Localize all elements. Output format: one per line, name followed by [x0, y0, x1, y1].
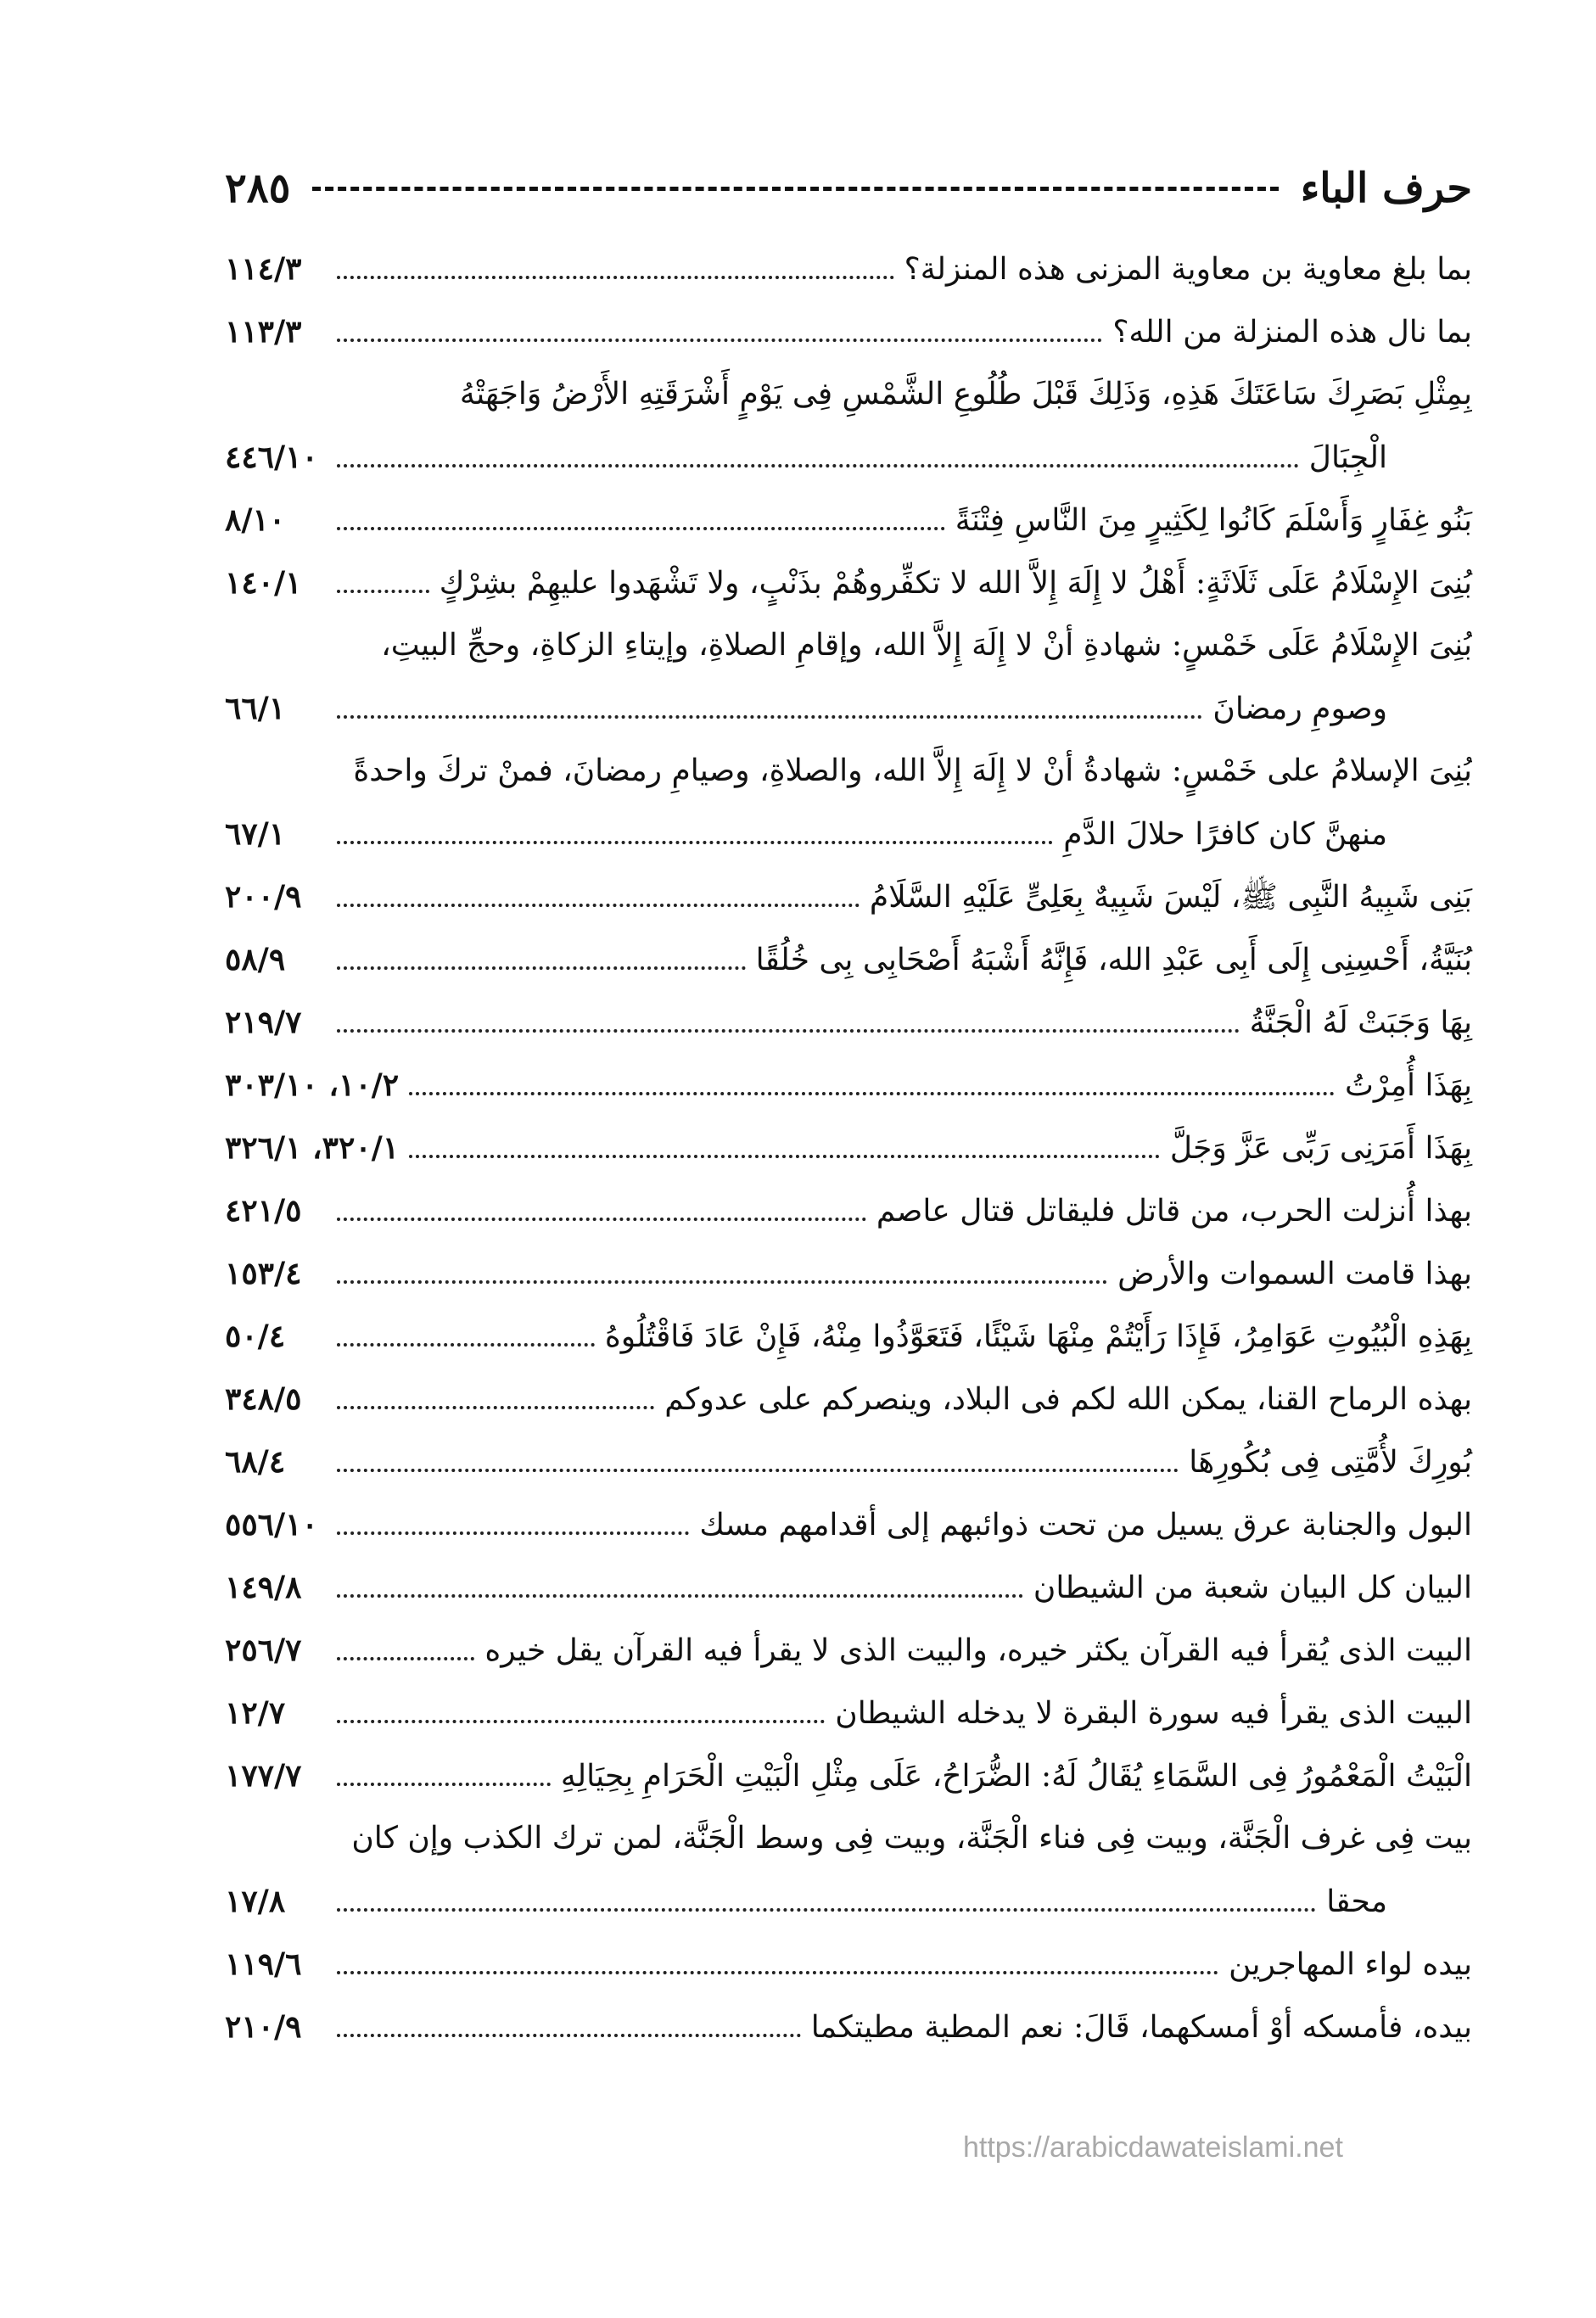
entry-text: بيده لواء المهاجرين	[1229, 1947, 1472, 1982]
volume-page-reference: ١٧/٨	[225, 1884, 286, 1919]
index-entry	[225, 991, 1472, 1054]
volume-page-reference: ١٢/٧	[225, 1695, 286, 1731]
index-entry	[225, 363, 1472, 489]
volume-page-reference: ٤٢١/٥	[225, 1193, 302, 1229]
entry-text: بهذه الرماح القنا، يمكن الله لكم فى البلاد، وينصركم على عدوكم	[664, 1382, 1472, 1417]
entry-line	[225, 1619, 1472, 1682]
leader-dots	[337, 1343, 595, 1347]
index-entry	[225, 1996, 1472, 2058]
entry-text: الْبَيْتُ الْمَعْمُورُ فِى السَّمَاءِ يُقَالُ لَهُ: الضُّرَاحُ، عَلَى مِثْلِ الْبَيْتِ الْحَرَامِ بِحِيَالِهِ	[560, 1759, 1472, 1794]
volume-page-reference: ٣٤٨/٥	[225, 1381, 302, 1417]
leader-dots	[337, 2034, 801, 2037]
entry-line	[225, 1556, 1472, 1619]
entry-text: البول والجنابة عرق يسيل من تحت ذوائبهم إلى أقدامهم مسك	[699, 1508, 1472, 1543]
entry-line	[225, 489, 1472, 552]
entry-line	[225, 300, 1472, 363]
leader-dots	[337, 966, 746, 970]
entry-text: البيت الذى يقرأ فيه سورة البقرة لا يدخله الشيطان	[835, 1696, 1472, 1731]
leader-dots	[337, 1594, 1023, 1598]
entry-line	[225, 1493, 1472, 1556]
entry-line	[225, 803, 1472, 865]
index-entry	[225, 1933, 1472, 1996]
index-entry	[225, 1493, 1472, 1556]
entry-text-line: بِمِثْلِ بَصَرِكَ سَاعَتَكَ هَذِهِ، وَذَلِكَ قَبْلَ طُلُوعِ الشَّمْسِ فِى يَوْمٍ أَشْرَقَتِهِ الأَرْضُ وَاجَهَتْهُ	[459, 377, 1472, 412]
entry-line	[225, 865, 1472, 928]
entry-text-line: بُنِىَ الإسلامُ على خَمْسٍ: شهادةُ أنْ لا إِلَهَ إِلاَّ الله، والصلاةِ، وصيامِ رمضانَ، فمنْ تركَ واحدةً	[353, 753, 1472, 788]
entry-line	[225, 238, 1472, 300]
index-entry	[225, 1556, 1472, 1619]
volume-page-reference: ١١٩/٦	[225, 1946, 302, 1982]
index-entry	[225, 1368, 1472, 1431]
entry-text: البيت الذى يُقرأ فيه القرآن يكثر خيره، والبيت الذى لا يقرأ فيه القرآن يقل خيره	[484, 1633, 1472, 1668]
entry-text: بُنَيَّةُ، أَحْسِنِى إِلَى أَبِى عَبْدِ الله، فَإِنَّهُ أَشْبَهُ أَصْحَابِى بِى خُلُقًا	[755, 943, 1472, 977]
entry-line	[225, 1242, 1472, 1305]
header-dashed-rule	[312, 187, 1278, 191]
volume-page-reference: ٢١٩/٧	[225, 1005, 302, 1040]
entry-text: بهذا أُنزلت الحرب، من قاتل فليقاتل قتال عاصم	[876, 1194, 1472, 1229]
index-entry	[225, 928, 1472, 991]
volume-page-reference: ١١٤/٣	[225, 251, 302, 287]
index-entry	[225, 1431, 1472, 1493]
volume-page-reference: ١٧٧/٧	[225, 1758, 302, 1794]
index-entry	[225, 1682, 1472, 1744]
leader-dots	[337, 276, 894, 279]
entry-line	[225, 1179, 1472, 1242]
leader-dots	[337, 1531, 689, 1535]
entry-text: بِهَذَا أَمَرَنِى رَبِّى عَزَّ وَجَلَّ	[1169, 1131, 1472, 1166]
leader-dots	[337, 1218, 866, 1221]
index-entry	[225, 238, 1472, 300]
entry-text: محقا	[1326, 1884, 1387, 1919]
entry-text: بما بلغ معاوية بن معاوية المزنى هذه المنزلة؟	[904, 252, 1472, 287]
volume-page-reference: ٥٥٦/١٠	[225, 1507, 318, 1543]
volume-page-reference: ١١٣/٣	[225, 314, 302, 350]
volume-page-reference: ٣٢٠/١، ٣٢٦/١	[225, 1130, 400, 1166]
leader-dots	[337, 1720, 825, 1723]
leader-dots	[337, 1657, 474, 1660]
leader-dots	[337, 464, 1299, 468]
volume-page-reference: ١٠/٢، ٣٠٣/١٠	[225, 1067, 400, 1103]
index-entry	[225, 1807, 1472, 1933]
leader-dots	[337, 1029, 1240, 1033]
index-entry	[225, 614, 1472, 740]
entry-line	[225, 1996, 1472, 2058]
entry-text: بِهَذِهِ الْبُيُوتِ عَوَامِرُ، فَإِذَا رَأَيْتُمْ مِنْهَا شَيْئًا، فَتَعَوَّذُوا مِنْهُ، فَإِنْ عَادَ فَاقْتُلُوهُ	[604, 1319, 1472, 1354]
leader-dots	[337, 1783, 551, 1786]
entry-line	[225, 552, 1472, 614]
entry-line	[225, 1744, 1472, 1807]
index-entry	[225, 1305, 1472, 1368]
leader-dots	[337, 590, 429, 593]
entry-text: بُورِكَ لأُمَّتِى فِى بُكُورِهَا	[1189, 1445, 1472, 1480]
entry-text: بِهَا وَجَبَتْ لَهُ الْجَنَّةُ	[1249, 1005, 1472, 1040]
index-entry	[225, 865, 1472, 928]
volume-page-reference: ٢٥٦/٧	[225, 1632, 302, 1668]
entry-text: وصومِ رمضانَ	[1212, 691, 1387, 726]
volume-page-reference: ٢١٠/٩	[225, 2009, 302, 2045]
volume-page-reference: ٥٠/٤	[225, 1319, 286, 1354]
volume-page-reference: ٨/١٠	[225, 502, 286, 538]
entry-line	[225, 1870, 1472, 1933]
leader-dots	[409, 1092, 1335, 1095]
entry-line	[225, 1117, 1472, 1179]
entry-line	[225, 1933, 1472, 1996]
entry-text: بُنِىَ الإِسْلَامُ عَلَى ثَلَاثَةٍ: أَهْلُ لا إِلَهَ إِلاَّ الله لا تكفِّروهُمْ بذَنْبٍ، ولا تَشْهَدوا عليهِمْ بشِرْكٍ	[439, 566, 1472, 601]
leader-dots	[337, 339, 1102, 342]
volume-page-reference: ٤٤٦/١٠	[225, 440, 318, 475]
entry-text: بهذا قامت السموات والأرض	[1117, 1257, 1472, 1291]
section-title: حرف الباء	[1300, 165, 1472, 212]
volume-page-reference: ٥٨/٩	[225, 942, 286, 977]
leader-dots	[337, 1971, 1218, 1974]
entry-line	[225, 1368, 1472, 1431]
index-entry	[225, 740, 1472, 865]
entry-text: بَنُو غِفَارٍ وَأَسْلَمَ كَانُوا لِكَثِيرٍ مِنَ النَّاسِ فِتْنَةً	[955, 503, 1472, 538]
index-entry	[225, 1054, 1472, 1117]
volume-page-reference: ٦٨/٤	[225, 1444, 286, 1480]
index-entries	[225, 238, 1472, 2058]
entry-line	[225, 677, 1472, 740]
entry-text-line: بُنِىَ الإِسْلَامُ عَلَى خَمْسٍ: شهادةِ أنْ لا إِلَهَ إِلاَّ الله، وإقامِ الصلاةِ، وإيتاءِ الزكاةِ، وحجِّ البيتِ،	[381, 628, 1472, 663]
volume-page-reference: ٦٦/١	[225, 691, 286, 726]
entry-text: بَنِى شَبِيهُ النَّبِى ﷺ، لَيْسَ شَبِيهٌ بِعَلِىٍّ عَلَيْهِ السَّلَامُ	[869, 880, 1472, 915]
index-entry	[225, 1242, 1472, 1305]
leader-dots	[337, 1908, 1316, 1912]
volume-page-reference: ١٤٠/١	[225, 565, 302, 601]
volume-page-reference: ١٤٩/٨	[225, 1570, 302, 1605]
entry-text: منهنَّ كان كافرًا حلالَ الدَّمِ	[1063, 817, 1387, 852]
entry-line	[225, 1305, 1472, 1368]
entry-text: الْجِبَالَ	[1308, 440, 1387, 475]
page-header	[225, 154, 1472, 222]
entry-line	[225, 1431, 1472, 1493]
volume-page-reference: ٢٠٠/٩	[225, 879, 302, 915]
volume-page-reference: ١٥٣/٤	[225, 1256, 302, 1291]
index-entry	[225, 1117, 1472, 1179]
leader-dots	[337, 715, 1202, 719]
entry-text: بما نال هذه المنزلة من الله؟	[1112, 315, 1472, 350]
leader-dots	[337, 527, 945, 530]
entry-line	[225, 1054, 1472, 1117]
entry-line	[225, 1682, 1472, 1744]
entry-text: بِهَذَا أُمِرْتُ	[1345, 1068, 1472, 1103]
index-entry	[225, 300, 1472, 363]
entry-line	[225, 928, 1472, 991]
index-entry	[225, 1744, 1472, 1807]
watermark-url: https://arabicdawateislami.net	[963, 2131, 1343, 2164]
leader-dots	[337, 1280, 1107, 1284]
leader-dots	[409, 1155, 1160, 1158]
entry-line	[225, 426, 1472, 489]
index-entry	[225, 489, 1472, 552]
leader-dots	[337, 1406, 654, 1409]
entry-text: بيده، فأمسكه أوْ أمسكهما، قَالَ: نعم المطية مطيتكما	[810, 2010, 1472, 2045]
leader-dots	[337, 904, 860, 907]
index-entry	[225, 1619, 1472, 1682]
entry-text: البيان كل البيان شعبة من الشيطان	[1033, 1571, 1472, 1605]
index-entry	[225, 1179, 1472, 1242]
index-entry	[225, 552, 1472, 614]
entry-text-line: بيت فِى غرف الْجَنَّة، وبيت فِى فناء الْجَنَّة، وبيت فِى وسط الْجَنَّة، لمن ترك الكذب وإن كان	[351, 1821, 1472, 1856]
leader-dots	[337, 1469, 1179, 1472]
leader-dots	[337, 841, 1053, 844]
volume-page-reference: ٦٧/١	[225, 816, 286, 852]
page-number: ٢٨٥	[225, 165, 291, 212]
entry-line	[225, 991, 1472, 1054]
